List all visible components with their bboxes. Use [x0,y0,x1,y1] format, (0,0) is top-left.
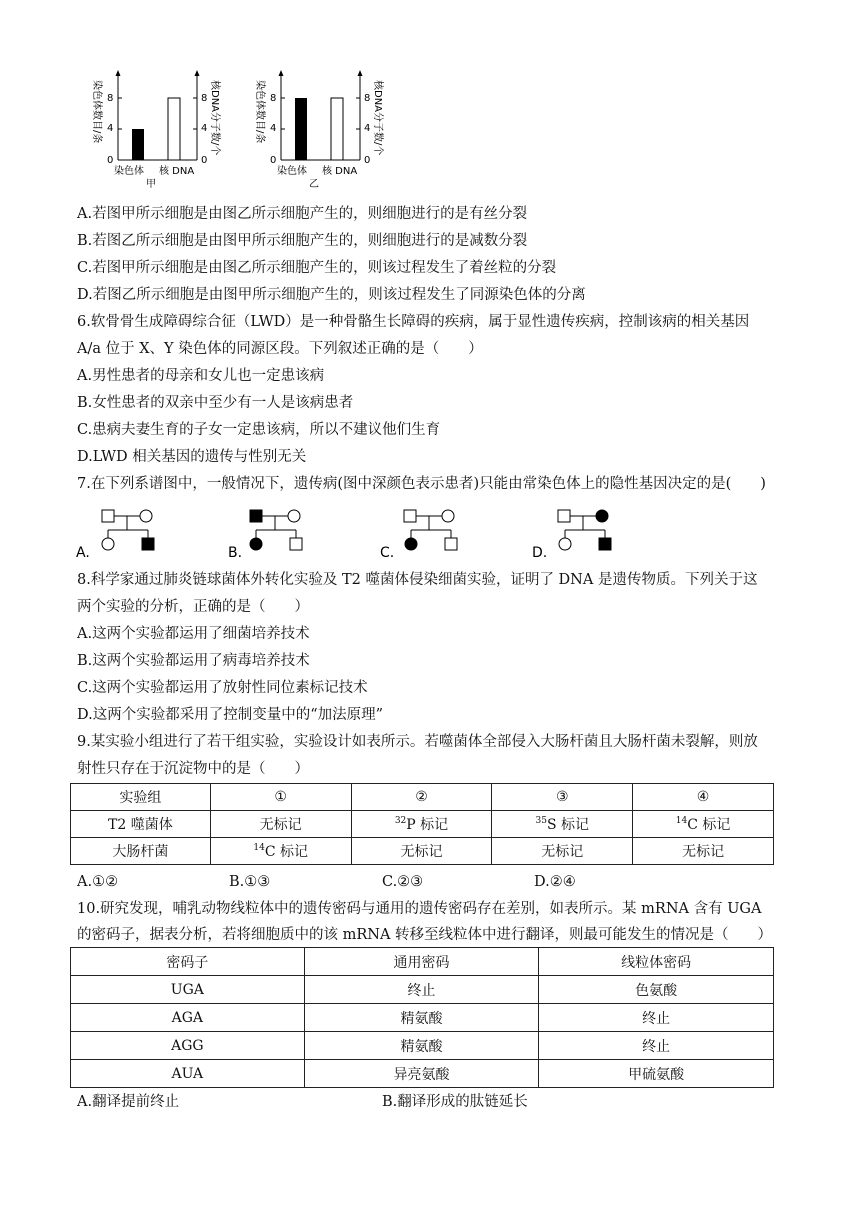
table-cell: 无标记 [633,838,774,865]
female-unaffected-icon [288,510,300,522]
ylabel-left: 染色体数目/条 [254,80,265,144]
female-unaffected-icon [442,510,454,522]
male-unaffected-icon [404,510,416,522]
table-row [71,811,774,838]
pedigree-c[interactable] [380,500,470,562]
chromosome-bar-figure [80,68,410,193]
q6-option-d[interactable]: D.LWD 相关基因的遗传与性别无关 [77,449,307,465]
table-cell: 精氨酸 [304,1032,539,1060]
q5-option-d[interactable]: D.若图乙所示细胞是由图甲所示细胞产生的，则该过程发生了同源染色体的分离 [77,287,586,303]
tick-4: 4 [270,123,277,134]
q6-stem-cont: A/a 位于 X、Y 染色体的同源区段。下列叙述正确的是（ ） [77,341,483,357]
table-row [71,784,774,811]
arrow-up [279,70,284,76]
table-cell [492,811,633,838]
q10-stem-cont: 的密码子，据表分析，若将细胞质中的该 mRNA 转移至线粒体中进行翻译，则最可能发生的情况是（ ） [77,927,773,943]
table-row [71,976,774,1004]
arrow-up [358,70,363,76]
panel-jia [91,70,222,190]
table-header-cell: ④ [633,784,774,811]
ylabel-left: 染色体数目/条 [91,80,102,144]
isotope-mass: 14 [675,816,688,826]
q10-table [70,947,774,1088]
cell-text: S 标记 [546,817,590,833]
female-unaffected-icon [559,538,571,550]
male-unaffected-icon [445,538,457,550]
female-unaffected-icon [102,538,114,550]
panel-label: 甲 [146,179,156,190]
tick-r-4: 4 [364,123,371,134]
arrow-up [116,70,121,76]
table-cell: 大肠杆菌 [71,838,211,865]
ylabel-right: 核DNA分子数/个 [372,80,383,156]
table-row [71,1060,774,1088]
table-cell: T2 噬菌体 [71,811,211,838]
pedigree-label: A. [76,545,90,561]
bar-dna [168,98,180,160]
table-cell: UGA [71,976,305,1004]
table-header-cell: 密码子 [71,948,305,976]
tick-r-0: 0 [201,155,208,166]
q10-stem: 10.研究发现，哺乳动物线粒体中的遗传密码与通用的遗传密码存在差别，如表所示。某 mRNA 含有 UGA [77,901,762,917]
table-cell: 无标记 [210,811,351,838]
pedigree-a[interactable] [76,500,166,562]
table-row [71,1032,774,1060]
q9-option-b[interactable]: B.①③ [229,874,271,890]
q8-option-c[interactable]: C.这两个实验都运用了放射性同位素标记技术 [77,680,368,696]
male-unaffected-icon [102,510,114,522]
q9-stem: 9.某实验小组进行了若干组实验，实验设计如表所示。若噬菌体全部侵入大肠杆菌且大肠杆菌未裂解，则放 [77,734,758,750]
table-cell: 色氨酸 [539,976,774,1004]
cell-text: C 标记 [264,844,308,860]
ylabel-right: 核DNA分子数/个 [209,80,220,156]
table-header-cell: 通用密码 [304,948,539,976]
panel-label: 乙 [309,179,319,190]
table-cell: 无标记 [351,838,492,865]
q5-option-b[interactable]: B.若图乙所示细胞是由图甲所示细胞产生的，则细胞进行的是减数分裂 [77,233,528,249]
q8-option-d[interactable]: D.这两个实验都采用了控制变量中的“加法原理” [77,707,384,723]
table-header-cell: 实验组 [71,784,211,811]
panel-yi [254,70,385,190]
table-cell: 甲硫氨酸 [539,1060,774,1088]
male-affected-icon [599,538,611,550]
q5-option-c[interactable]: C.若图甲所示细胞是由图乙所示细胞产生的，则该过程发生了着丝粒的分裂 [77,260,557,276]
bar-chromosome [132,129,144,160]
table-cell: AGG [71,1032,305,1060]
table-cell: 无标记 [492,838,633,865]
table-row [71,948,774,976]
male-unaffected-icon [558,510,570,522]
xlabel-chromosome: 染色体 [114,166,144,177]
table-cell [210,838,351,865]
table-cell [633,811,774,838]
female-unaffected-icon [140,510,152,522]
tick-4: 4 [107,123,114,134]
q9-option-c[interactable]: C.②③ [382,874,424,890]
table-row [71,838,774,865]
table-header-cell: ② [351,784,492,811]
table-cell: AUA [71,1060,305,1088]
tick-0: 0 [270,155,277,166]
cell-text: C 标记 [687,817,731,833]
q10-option-a[interactable]: A.翻译提前终止 [77,1094,180,1110]
table-header-cell: ③ [492,784,633,811]
male-unaffected-icon [290,538,302,550]
q9-option-d[interactable]: D.②④ [534,874,576,890]
male-affected-icon [142,538,154,550]
q8-option-b[interactable]: B.这两个实验都运用了病毒培养技术 [77,653,310,669]
table-cell [351,811,492,838]
pedigree-label: D. [532,545,548,561]
tick-8: 8 [107,93,114,104]
tick-r-8: 8 [364,93,371,104]
q8-stem-cont: 两个实验的分析，正确的是（ ） [77,599,309,615]
q7-stem: 7.在下列系谱图中，一般情况下，遗传病(图中深颜色表示患者)只能由常染色体上的隐性基因决定的是( ) [77,476,766,492]
arrow-up [195,70,200,76]
pedigree-d[interactable] [532,500,622,562]
pedigree-label: C. [380,545,395,561]
female-affected-icon [596,510,608,522]
q10-option-b[interactable]: B.翻译形成的肽链延长 [382,1094,528,1110]
male-affected-icon [250,510,262,522]
tick-r-4: 4 [201,123,208,134]
isotope-mass: 32 [394,816,407,826]
table-cell: 精氨酸 [304,1004,539,1032]
tick-r-0: 0 [364,155,371,166]
table-header-cell: ① [210,784,351,811]
isotope-mass: 35 [535,816,547,826]
bar-chromosome [295,98,307,160]
xlabel-dna: 核 DNA [159,166,195,177]
table-cell: 终止 [304,976,539,1004]
xlabel-chromosome: 染色体 [277,166,307,177]
table-cell: 终止 [539,1032,774,1060]
q6-option-a[interactable]: A.男性患者的母亲和女儿也一定患该病 [77,368,325,384]
q9-table [70,783,774,865]
q9-option-a[interactable]: A.①② [77,874,119,890]
table-cell: AGA [71,1004,305,1032]
isotope-mass: 14 [253,843,265,853]
pedigree-label: B. [228,545,243,561]
table-row [71,1004,774,1032]
q6-option-c[interactable]: C.患病夫妻生育的子女一定患该病，所以不建议他们生育 [77,422,441,438]
q6-option-b[interactable]: B.女性患者的双亲中至少有一人是该病患者 [77,395,354,411]
q8-stem: 8.科学家通过肺炎链球菌体外转化实验及 T2 噬菌体侵染细菌实验，证明了 DNA 是遗传物质。下列关于这 [77,572,758,588]
female-affected-icon [405,538,417,550]
female-affected-icon [250,538,262,550]
q5-option-a[interactable]: A.若图甲所示细胞是由图乙所示细胞产生的，则细胞进行的是有丝分裂 [77,206,528,222]
tick-0: 0 [107,155,114,166]
table-cell: 终止 [539,1004,774,1032]
q6-stem: 6.软骨骨生成障碍综合征（LWD）是一种骨骼生长障碍的疾病，属于显性遗传疾病，控制该病的相关基因 [77,314,750,330]
tick-8: 8 [270,93,277,104]
pedigree-b[interactable] [228,500,318,562]
cell-text: P 标记 [406,817,449,833]
xlabel-dna: 核 DNA [322,166,358,177]
table-header-cell: 线粒体密码 [539,948,774,976]
tick-r-8: 8 [201,93,208,104]
q8-option-a[interactable]: A.这两个实验都运用了细菌培养技术 [77,626,310,642]
q9-stem-cont: 射性只存在于沉淀物中的是（ ） [77,761,309,777]
table-cell: 异亮氨酸 [304,1060,539,1088]
bar-dna [331,98,343,160]
